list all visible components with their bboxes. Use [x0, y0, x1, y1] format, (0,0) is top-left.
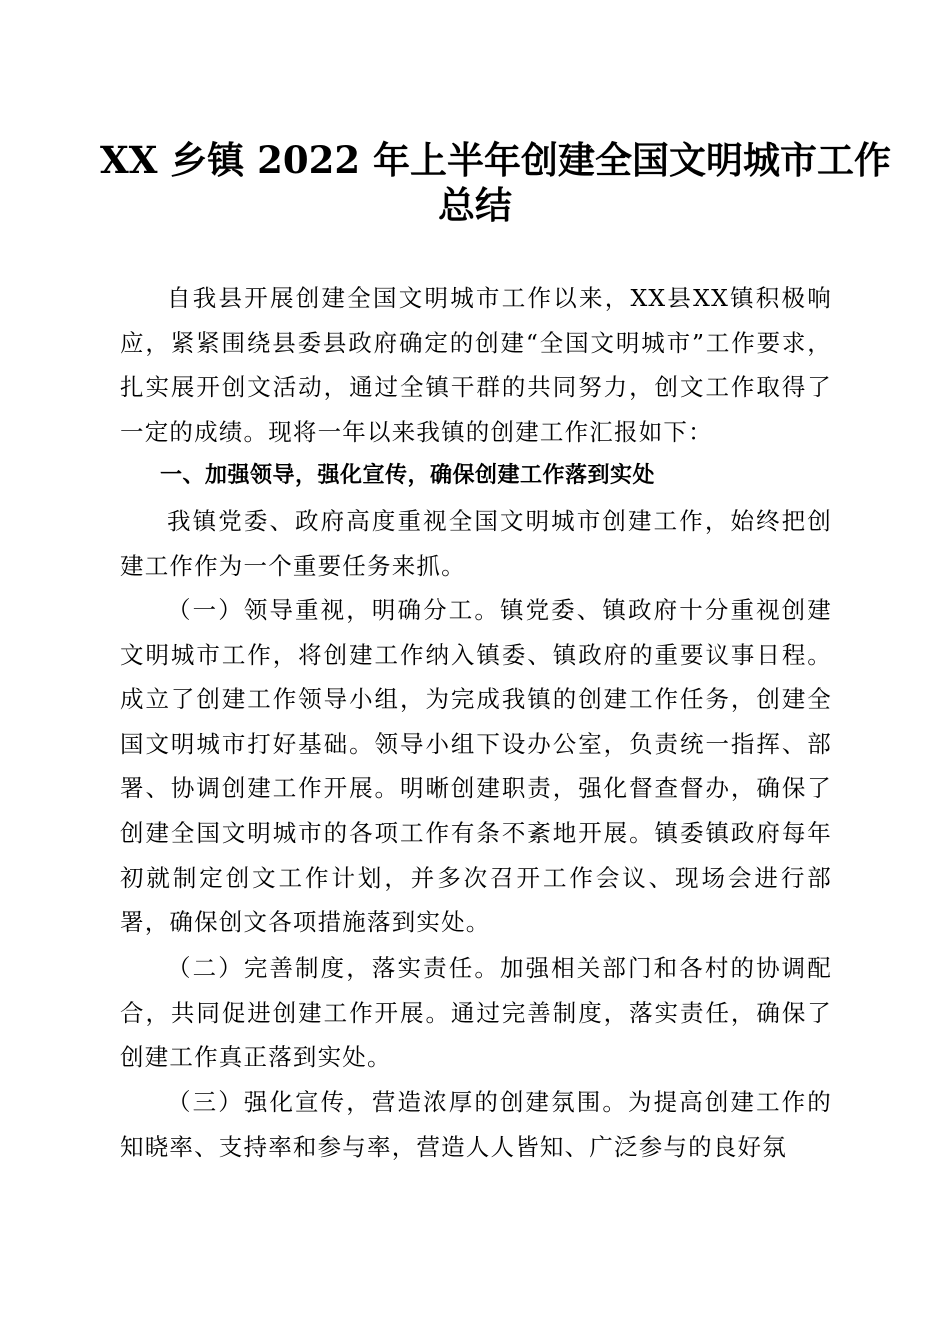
- item-2-title: （二）完善制度，落实责任。: [167, 954, 500, 982]
- section-1-intro-paragraph: 我镇党委、政府高度重视全国文明城市创建工作，始终把创建工作作为一个重要任务来抓。: [120, 507, 832, 580]
- item-1-body: 镇党委、镇政府十分重视创建文明城市工作，将创建工作纳入镇委、镇政府的重要议事日程。成立了创建工作领导小组，为完成我镇的创建工作任务，创建全国文明城市打好基础。领导小组下设办公室，负责统一指挥、部署、协调创建工作开展。明晰创建职责，强化督查督办，确保了创建全国文明城市的各项工作有条不紊地开展。镇委镇政府每年初就制定创文工作计划，并多次召开工作会议、现场会进行部署，确保创文各项措施落到实处。: [120, 596, 832, 937]
- item-2-paragraph: [120, 946, 832, 1080]
- document-title-line-2: 总结: [438, 183, 512, 227]
- item-1-paragraph: [120, 588, 832, 945]
- item-3-title: （三）强化宣传，营造浓厚的创建氛围。: [167, 1088, 629, 1116]
- item-3-body: 为提高创建工作的知晓率、支持率和参与率，营造人人皆知、广泛参与的良好氛: [120, 1088, 832, 1161]
- item-2-body: 加强相关部门和各村的协调配合，共同促进创建工作开展。通过完善制度，落实责任，确保了创建工作真正落到实处。: [120, 954, 832, 1072]
- document-title-line-1: XX 乡镇 2022 年上半年创建全国文明城市工作: [100, 138, 892, 182]
- intro-paragraph: 自我县开展创建全国文明城市工作以来，XX县XX镇积极响应，紧紧围绕县委县政府确定的创建“全国文明城市”工作要求，扎实展开创文活动，通过全镇干群的共同努力，创文工作取得了一定的成绩。现将一年以来我镇的创建工作汇报如下：: [120, 284, 832, 446]
- section-1-heading: 一、加强领导，强化宣传，确保创建工作落到实处: [160, 463, 656, 488]
- item-1-title: （一）领导重视，明确分工。: [167, 596, 500, 624]
- item-3-paragraph: [120, 1080, 832, 1169]
